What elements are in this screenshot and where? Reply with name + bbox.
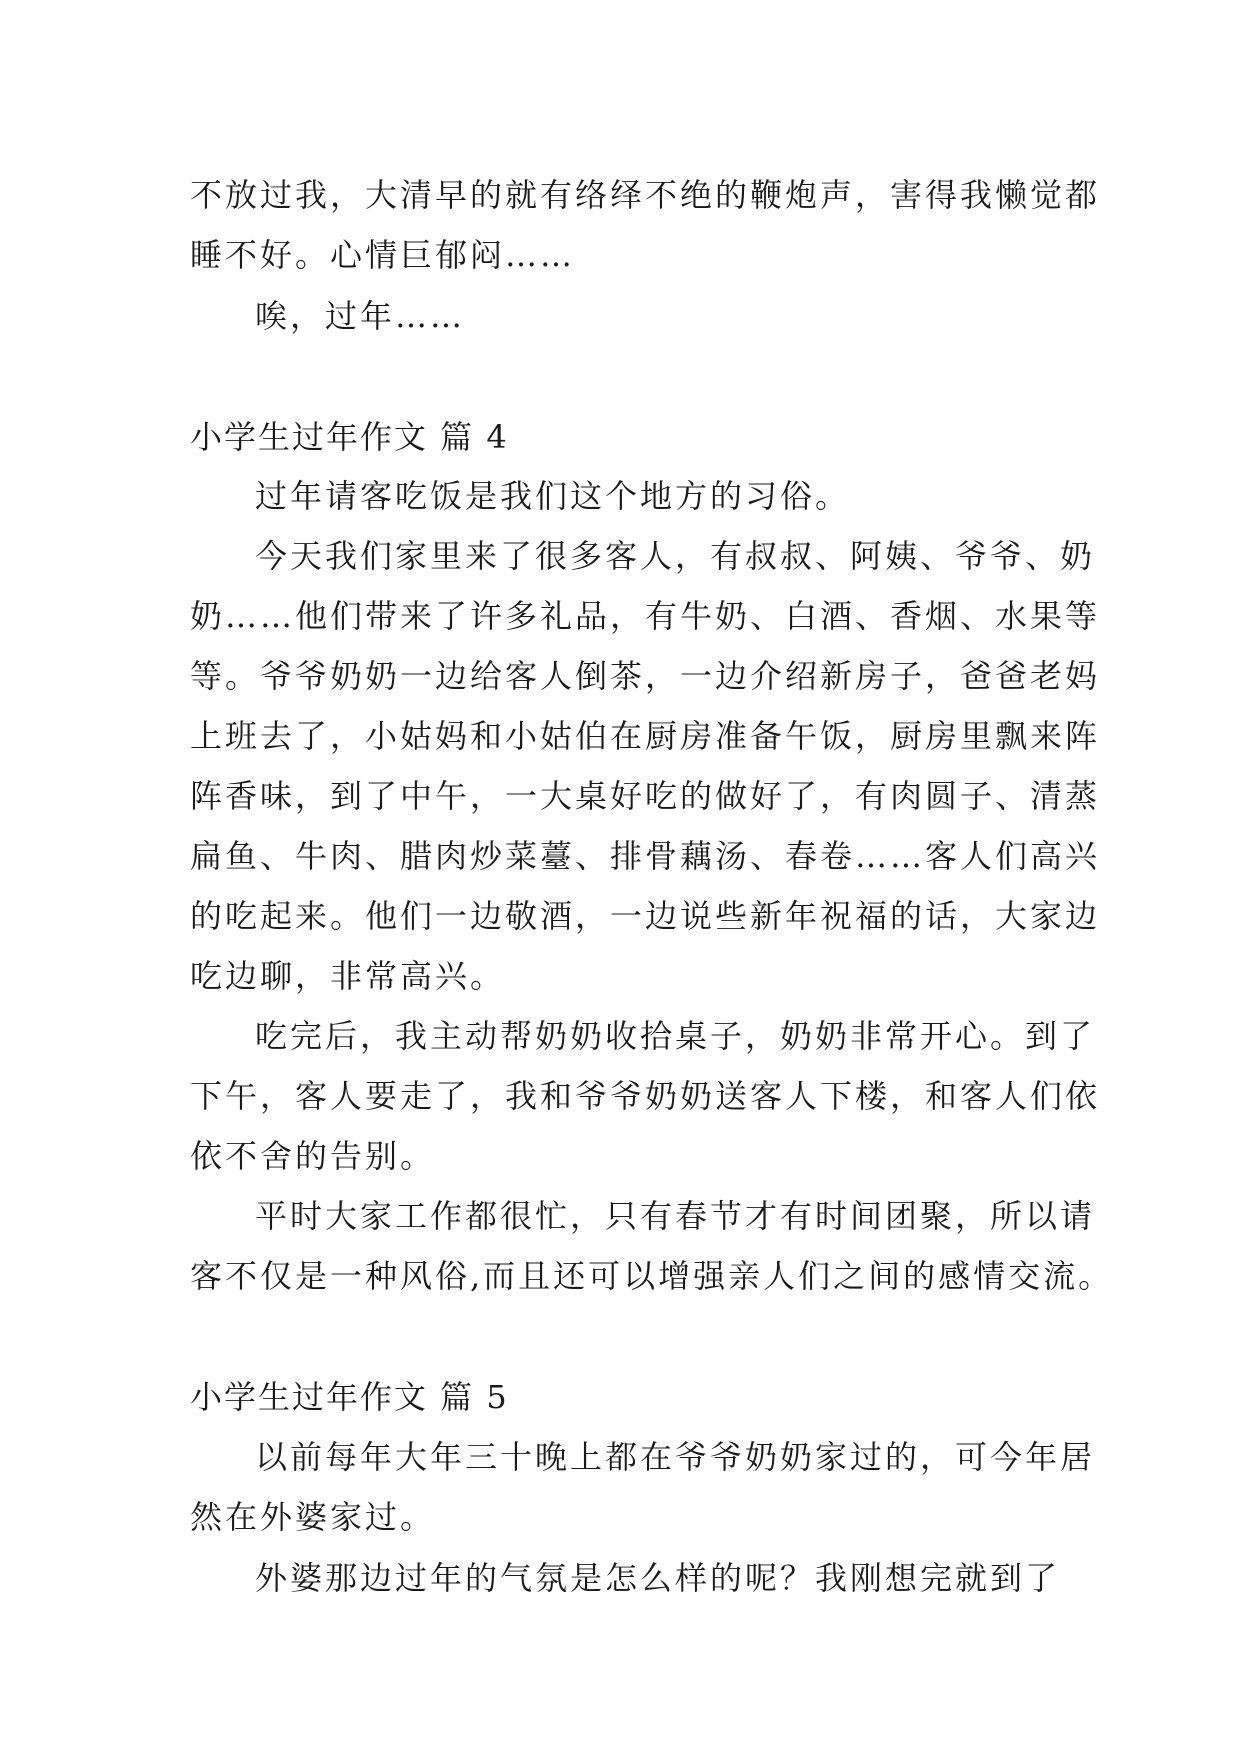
body-line: 客不仅是一种风俗,而且还可以增强亲人们之间的感情交流。 [190,1257,1114,1295]
body-line: 今天我们家里来了很多客人，有叔叔、阿姨、爷爷、奶 [255,537,1096,575]
body-line: 然在外婆家过。 [190,1498,436,1536]
body-line: 阵香味，到了中午，一大桌好吃的做好了，有肉圆子、清蒸 [190,777,1101,815]
body-line: 依不舍的告别。 [190,1137,436,1175]
body-line: 下午，客人要走了，我和爷爷奶奶送客人下楼，和客人们依 [190,1077,1101,1115]
body-line: 等。爷爷奶奶一边给客人倒茶，一边介绍新房子，爸爸老妈 [190,657,1101,695]
body-line: 平时大家工作都很忙，只有春节才有时间团聚，所以请 [255,1197,1096,1235]
body-line: 过年请客吃饭是我们这个地方的习俗。 [255,477,851,515]
body-line: 唉，过年…… [255,297,466,335]
body-line: 吃边聊，非常高兴。 [190,957,506,995]
section-heading: 小学生过年作文 篇 4 [190,418,509,456]
body-line: 的吃起来。他们一边敬酒，一边说些新年祝福的话，大家边 [190,897,1101,935]
body-line: 以前每年大年三十晚上都在爷爷奶奶家过的，可今年居 [255,1438,1096,1476]
body-line: 外婆那边过年的气氛是怎么样的呢？我刚想完就到了 [255,1559,1061,1597]
body-line: 吃完后，我主动帮奶奶收拾桌子，奶奶非常开心。到了 [255,1017,1096,1055]
section-heading: 小学生过年作文 篇 5 [190,1378,509,1416]
body-line: 上班去了，小姑妈和小姑伯在厨房准备午饭，厨房里飘来阵 [190,717,1101,755]
body-line: 睡不好。心情巨郁闷…… [190,236,576,274]
body-line: 扁鱼、牛肉、腊肉炒菜薹、排骨藕汤、春卷……客人们高兴 [190,837,1101,875]
body-line: 不放过我，大清早的就有络绎不绝的鞭炮声，害得我懒觉都 [190,176,1101,214]
body-line: 奶……他们带来了许多礼品，有牛奶、白酒、香烟、水果等 [190,597,1101,635]
